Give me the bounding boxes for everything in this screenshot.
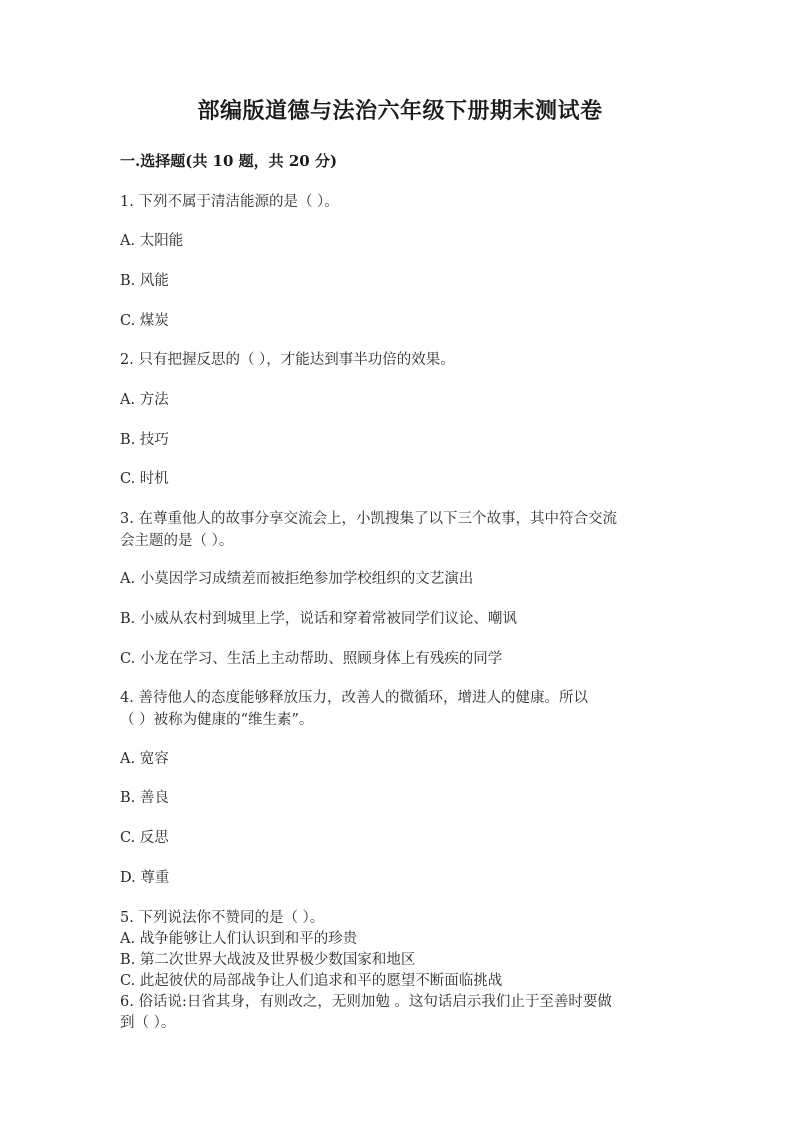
question-2-option-c: C. 时机 [120,471,169,487]
question-4-option-d: D. 尊重 [120,870,170,886]
question-2-stem: 2. 只有把握反思的（ ），才能达到事半功倍的效果。 [120,352,455,368]
question-3-option-b: B. 小威从农村到城里上学，说话和穿着常被同学们议论、嘲讽 [120,611,517,627]
question-1-stem: 1. 下列不属于清洁能源的是（ ）。 [120,194,339,210]
question-2-option-b: B. 技巧 [120,432,169,448]
question-2-option-a: A. 方法 [120,392,169,408]
question-3-stem-line-2: 会主题的是（ ）。 [120,533,234,549]
question-5-stem: 5. 下列说法你不赞同的是（ ）。 [120,910,325,926]
question-1-option-a: A. 太阳能 [120,233,184,249]
question-5-option-a: A. 战争能够让人们认识到和平的珍贵 [120,931,358,947]
question-6-stem-line-1: 6. 俗话说:日省其身，有则改之，无则加勉 。这句话启示我们止于至善时要做 [120,994,612,1010]
question-4-option-b: B. 善良 [120,790,169,806]
question-3-stem-line-1: 3. 在尊重他人的故事分享交流会上，小凯搜集了以下三个故事，其中符合交流 [120,511,617,527]
question-1-option-b: B. 风能 [120,273,169,289]
question-1-option-c: C. 煤炭 [120,313,169,329]
question-3-option-c: C. 小龙在学习、生活上主动帮助、照顾身体上有残疾的同学 [120,651,503,667]
question-5-option-c: C. 此起彼伏的局部战争让人们追求和平的愿望不断面临挑战 [120,973,503,989]
question-3-option-a: A. 小莫因学习成绩差而被拒绝参加学校组织的文艺演出 [120,571,474,587]
question-4-stem-line-2: （ ）被称为健康的“维生素”。 [120,712,314,728]
question-4-option-a: A. 宽容 [120,751,169,767]
section-heading: 一.选择题(共 10 题，共 20 分) [120,152,338,170]
page-title: 部编版道德与法治六年级下册期末测试卷 [197,98,603,124]
question-5-option-b: B. 第二次世界大战波及世界极少数国家和地区 [120,952,416,968]
question-4-option-c: C. 反思 [120,830,169,846]
question-6-stem-line-2: 到（ ）。 [120,1015,176,1031]
question-4-stem-line-1: 4. 善待他人的态度能够释放压力，改善人的微循环，增进人的健康。所以 [120,690,588,706]
